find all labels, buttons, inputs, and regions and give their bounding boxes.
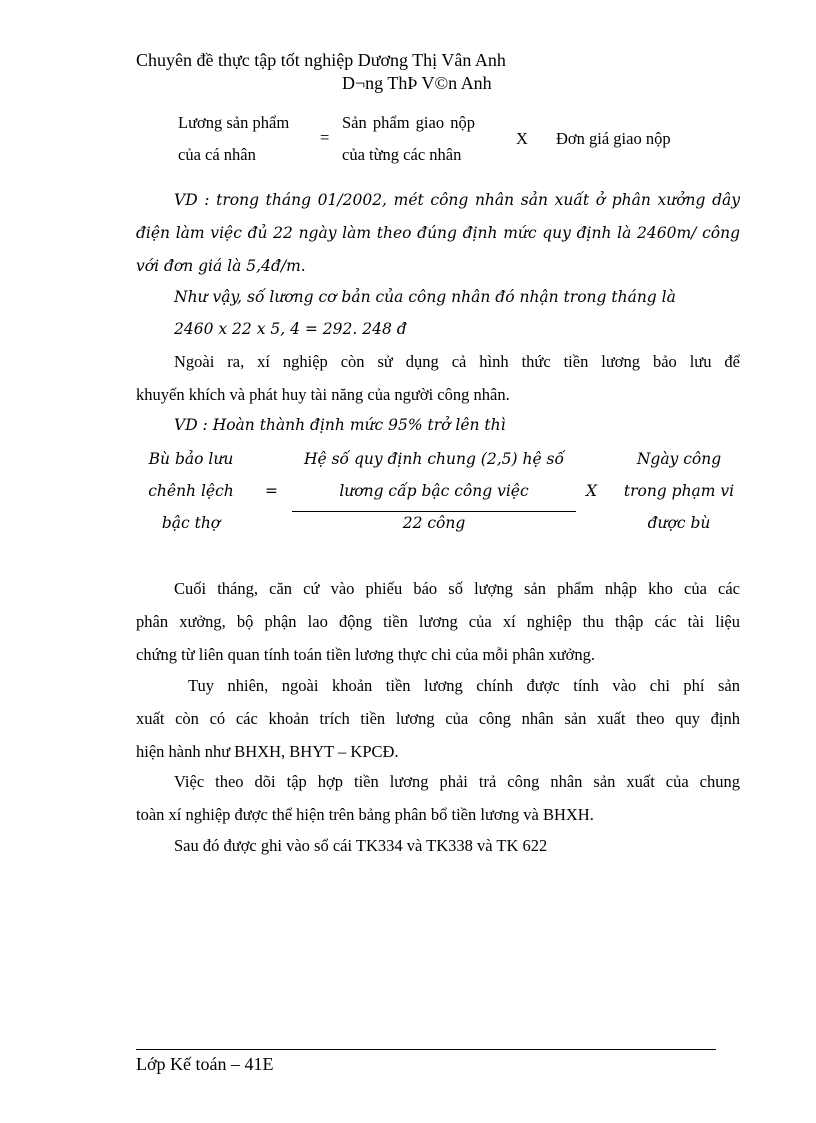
formula1-equals: = (320, 128, 330, 147)
paragraph-line: toàn xí nghiệp được thể hiện trên bảng phân bổ tiền lương và BHXH. (136, 805, 594, 824)
example1-block (136, 184, 740, 283)
formula2-times: X (586, 482, 598, 500)
example2-line: VD : Hoàn thành định mức 95% trở lên thì (174, 416, 506, 434)
example1-line: với đơn giá là 5,4đ/m. (136, 257, 306, 275)
paragraph-line: chứng từ liên quan tính toán tiền lương thực chi của mỗi phân xưởng. (136, 645, 595, 664)
footer-class-label: Lớp Kế toán – 41E (136, 1054, 274, 1074)
header-author-garbled: D¬ng ThÞ V©n Anh (342, 73, 492, 93)
paragraph-2 (136, 669, 740, 768)
formula2-fraction-bar (292, 511, 576, 512)
paragraph-line: Việc theo dõi tập hợp tiền lương phải trả công nhân sản xuất của chung (174, 772, 740, 791)
formula2-left: bậc thợ (161, 514, 221, 532)
paragraph-line: Tuy nhiên, ngoài khoản tiền lương chính được tính vào chi phí sản (188, 676, 740, 695)
formula1-mid-top: Sản phẩm giao nộp (342, 113, 475, 132)
formula2-right: trong phạm vi (623, 482, 735, 500)
formula2-left: Bù bảo lưu (148, 450, 234, 468)
paragraph-line: Ngoài ra, xí nghiệp còn sử dụng cả hình thức tiền lương bảo lưu để (174, 352, 740, 371)
paragraph-1 (136, 572, 740, 671)
bonus-paragraph (136, 345, 740, 411)
formula1-times: X (516, 129, 528, 148)
footer-rule (136, 1049, 716, 1050)
formula2-equals: = (265, 482, 278, 500)
formula1-right: Đơn giá giao nộp (556, 129, 671, 148)
paragraph-line: phân xưởng, bộ phận lao động tiền lương của xí nghiệp thu thập các tài liệu (136, 612, 740, 631)
example1-line: điện làm việc đủ 22 ngày làm theo đúng định mức quy định là 2460m/ công (136, 224, 740, 242)
formula2-right: Ngày công (636, 450, 722, 468)
paragraph-line: xuất còn có các khoản trích tiền lương của công nhân sản xuất theo quy định (136, 709, 740, 728)
formula2-left: chênh lệch (148, 482, 234, 500)
formula1-left-bottom: của cá nhân (178, 145, 256, 164)
formula1-left-top: Lương sản phẩm (178, 113, 290, 132)
formula2-numerator: lương cấp bậc công việc (339, 482, 529, 500)
paragraph-line: Cuối tháng, căn cứ vào phiếu báo số lượng sản phẩm nhập kho của các (174, 579, 740, 598)
formula1-mid-bottom: của từng các nhân (342, 145, 462, 164)
paragraph-line: khuyến khích và phát huy tài năng của người công nhân. (136, 385, 510, 404)
example1-line: VD : trong tháng 01/2002, mét công nhân sản xuất ở phân xưởng dây (174, 191, 740, 209)
paragraph-line: hiện hành như BHXH, BHYT – KPCĐ. (136, 742, 399, 761)
example1-calculation: 2460 x 22 x 5, 4 = 292. 248 đ (174, 320, 407, 338)
formula2-numerator: Hệ số quy định chung (2,5) hệ số (303, 450, 564, 468)
paragraph-3 (136, 765, 740, 831)
header-title: Chuyên đề thực tập tốt nghiệp Dương Thị Vân Anh (136, 50, 506, 70)
formula2-denominator: 22 công (402, 514, 466, 532)
formula2-right: được bù (647, 514, 711, 532)
example1-line: Như vậy, số lương cơ bản của công nhân đó nhận trong tháng là (174, 288, 676, 306)
paragraph-4 (136, 829, 740, 862)
paragraph-line: Sau đó được ghi vào sổ cái TK334 và TK338 và TK 622 (174, 836, 548, 855)
